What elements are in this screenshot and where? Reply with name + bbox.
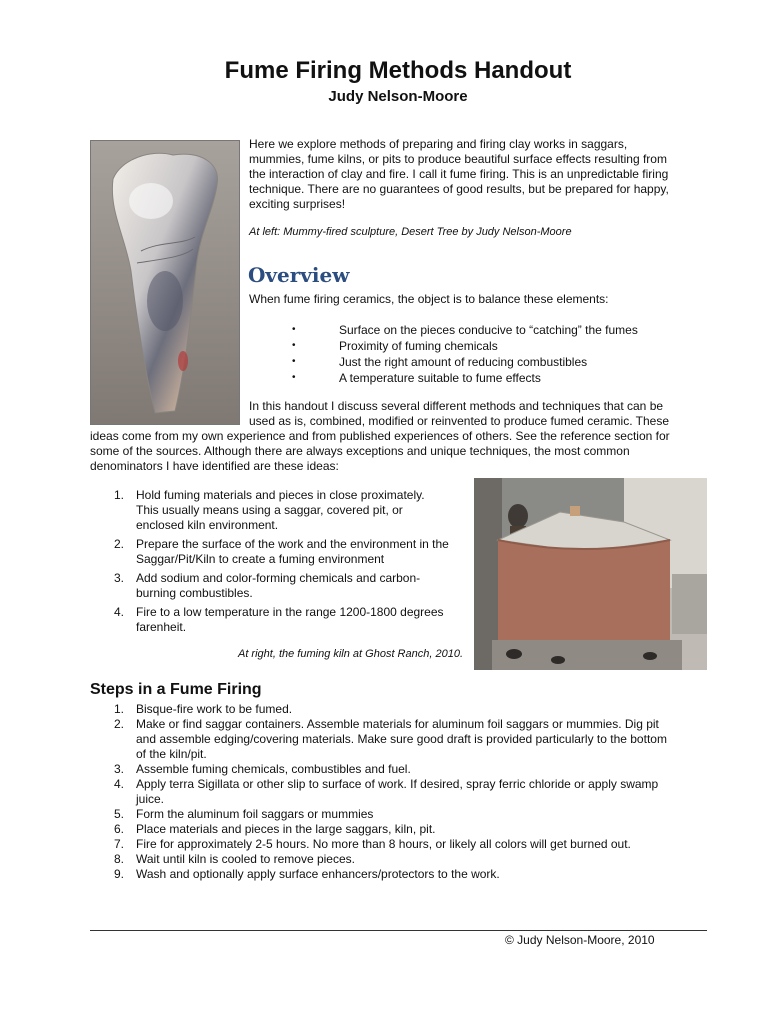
kiln-photo bbox=[474, 478, 707, 670]
step-number: 6. bbox=[114, 822, 125, 836]
step-line: Wash and optionally apply surface enhancers/protectors to the work. bbox=[136, 867, 500, 881]
step-line: Place materials and pieces in the large saggars, kiln, pit. bbox=[136, 822, 436, 836]
step-number: 5. bbox=[114, 807, 125, 821]
idea-number: 2. bbox=[114, 537, 125, 551]
bullet-text: A temperature suitable to fume effects bbox=[339, 371, 541, 385]
bullet-item bbox=[290, 338, 638, 354]
intro-line: technique. There are no guarantees of good results, but be prepared for happy, bbox=[249, 182, 669, 196]
intro-line: Here we explore methods of preparing and firing clay works in saggars, bbox=[249, 137, 628, 151]
step-line: juice. bbox=[136, 792, 165, 806]
idea-number: 4. bbox=[114, 605, 125, 619]
bullet-icon: • bbox=[292, 324, 296, 335]
step-item bbox=[92, 852, 712, 867]
step-item bbox=[92, 762, 712, 777]
intro-paragraph bbox=[249, 137, 719, 212]
step-number: 9. bbox=[114, 867, 125, 881]
footer-divider bbox=[90, 930, 707, 931]
steps-list bbox=[92, 702, 712, 882]
bullet-icon: • bbox=[292, 340, 296, 351]
step-line: Fire for approximately 2-5 hours. No more than 8 hours, or likely all colors will get burned out. bbox=[136, 837, 631, 851]
step-item bbox=[92, 807, 712, 822]
paragraph-line: used as is, combined, modified or reinvented to produce fumed ceramic. These bbox=[249, 414, 669, 428]
step-number: 8. bbox=[114, 852, 125, 866]
bullet-text: Surface on the pieces conducive to “catching” the fumes bbox=[339, 323, 638, 337]
step-line: of the kiln/pit. bbox=[136, 747, 207, 761]
idea-number: 1. bbox=[114, 488, 125, 502]
idea-line: Hold fuming materials and pieces in close proximately. bbox=[136, 488, 425, 502]
paragraph-line: some of the sources. Although there are always exceptions and unique techniques, the most common bbox=[90, 444, 630, 458]
idea-line: burning combustibles. bbox=[136, 586, 253, 600]
document-author: Judy Nelson-Moore bbox=[328, 88, 468, 105]
bullet-text: Proximity of fuming chemicals bbox=[339, 339, 498, 353]
overview-bullet-list bbox=[290, 322, 638, 386]
idea-item bbox=[92, 488, 472, 533]
step-number: 1. bbox=[114, 702, 125, 716]
intro-line: mummies, fume kilns, or pits to produce beautiful surface effects resulting from bbox=[249, 152, 667, 166]
step-number: 4. bbox=[114, 777, 125, 791]
bullet-text: Just the right amount of reducing combustibles bbox=[339, 355, 588, 369]
sculpture-photo bbox=[90, 140, 240, 425]
intro-line: exciting surprises! bbox=[249, 197, 346, 211]
idea-item bbox=[92, 605, 472, 635]
step-line: Assemble fuming chemicals, combustibles and fuel. bbox=[136, 762, 411, 776]
paragraph-line: denominators I have identified are these ideas: bbox=[90, 459, 339, 473]
idea-line: This usually means using a saggar, covered pit, or bbox=[136, 503, 403, 517]
step-item bbox=[92, 822, 712, 837]
step-line: and assemble edging/covering materials. Make sure good draft is provided particularly to the bottom bbox=[136, 732, 667, 746]
footer-copyright: © Judy Nelson-Moore, 2010 bbox=[505, 933, 655, 947]
idea-line: Add sodium and color-forming chemicals and carbon- bbox=[136, 571, 421, 585]
steps-heading: Steps in a Fume Firing bbox=[90, 681, 262, 698]
ideas-list bbox=[92, 488, 472, 635]
step-item bbox=[92, 777, 712, 807]
bullet-icon: • bbox=[292, 356, 296, 367]
bullet-icon: • bbox=[292, 372, 296, 383]
sculpture-caption: At left: Mummy-fired sculpture, Desert Tree by Judy Nelson-Moore bbox=[249, 226, 572, 238]
idea-line: enclosed kiln environment. bbox=[136, 518, 279, 532]
intro-line: the interaction of clay and fire. I call it fume firing. This is an unpredictable firing bbox=[249, 167, 669, 181]
step-number: 2. bbox=[114, 717, 125, 731]
overview-heading: Overview bbox=[248, 263, 350, 287]
step-line: Make or find saggar containers. Assemble materials for aluminum foil saggars or mummies. Dig pit bbox=[136, 717, 659, 731]
idea-line: Prepare the surface of the work and the environment in the bbox=[136, 537, 449, 551]
bullet-item bbox=[290, 354, 638, 370]
overview-lead: When fume firing ceramics, the object is to balance these elements: bbox=[249, 292, 609, 306]
step-item bbox=[92, 717, 712, 762]
paragraph-line: ideas come from my own experience and from published experiences of others. See the reference section for bbox=[90, 429, 670, 443]
idea-number: 3. bbox=[114, 571, 125, 585]
kiln-caption: At right, the fuming kiln at Ghost Ranch, 2010. bbox=[237, 648, 463, 660]
idea-line: Saggar/Pit/Kiln to create a fuming environment bbox=[136, 552, 385, 566]
document-title: Fume Firing Methods Handout bbox=[224, 57, 572, 84]
step-item bbox=[92, 702, 712, 717]
step-line: Form the aluminum foil saggars or mummies bbox=[136, 807, 374, 821]
step-number: 3. bbox=[114, 762, 125, 776]
step-number: 7. bbox=[114, 837, 125, 851]
paragraph-line: In this handout I discuss several different methods and techniques that can be bbox=[249, 399, 664, 413]
step-line: Apply terra Sigillata or other slip to surface of work. If desired, spray ferric chloride or apply swamp bbox=[136, 777, 659, 791]
overview-paragraph-bottom bbox=[90, 429, 716, 474]
bullet-item bbox=[290, 370, 638, 386]
bullet-item bbox=[290, 322, 638, 338]
step-item bbox=[92, 867, 712, 882]
idea-item bbox=[92, 571, 472, 601]
idea-line: Fire to a low temperature in the range 1200-1800 degrees bbox=[136, 605, 444, 619]
step-line: Bisque-fire work to be fumed. bbox=[136, 702, 293, 716]
overview-paragraph-top bbox=[249, 399, 719, 429]
step-line: Wait until kiln is cooled to remove pieces. bbox=[136, 852, 355, 866]
step-item bbox=[92, 837, 712, 852]
idea-item bbox=[92, 537, 472, 567]
idea-line: farenheit. bbox=[136, 620, 187, 634]
